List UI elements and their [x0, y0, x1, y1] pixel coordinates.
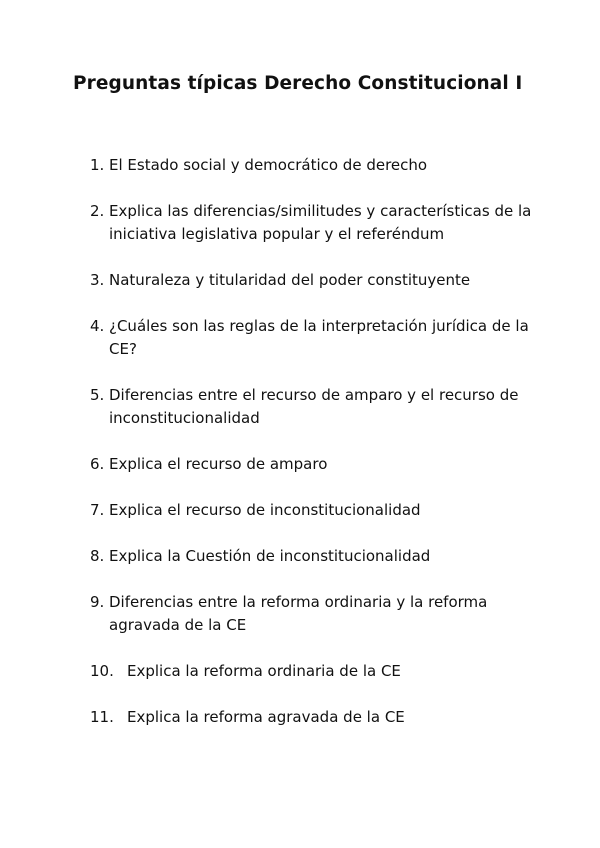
- list-item-text: Explica la Cuestión de inconstitucionalidad: [109, 547, 431, 565]
- list-item-text: El Estado social y democrático de derecho: [109, 156, 428, 174]
- list-item-number: 1.: [90, 156, 105, 174]
- document-title: Preguntas típicas Derecho Constitucional I: [73, 73, 523, 94]
- list-item: [90, 591, 540, 637]
- list-item-text: Explica el recurso de inconstitucionalidad: [109, 501, 421, 519]
- list-item: [90, 269, 540, 292]
- list-item-number: 3.: [90, 271, 105, 289]
- list-item-number: 9.: [90, 593, 105, 611]
- list-item-text: Naturaleza y titularidad del poder constituyente: [109, 271, 471, 289]
- list-item-number: 4.: [90, 317, 105, 335]
- list-item-text: ¿Cuáles son las reglas de la interpretación jurídica de la CE?: [109, 317, 529, 358]
- list-item-number: 5.: [90, 386, 105, 404]
- list-item-number: 10.: [90, 662, 114, 680]
- list-item: [90, 545, 540, 568]
- list-item-text: Diferencias entre la reforma ordinaria y la reforma agravada de la CE: [109, 593, 488, 634]
- list-item-text: Diferencias entre el recurso de amparo y el recurso de inconstitucionalidad: [109, 386, 519, 427]
- list-item-number: 6.: [90, 455, 105, 473]
- list-item: [90, 384, 540, 430]
- list-item: [90, 660, 540, 683]
- list-item-number: 7.: [90, 501, 105, 519]
- list-item: [90, 499, 540, 522]
- questions-list: [90, 154, 540, 752]
- list-item: [90, 154, 540, 177]
- list-item-number: 11.: [90, 708, 114, 726]
- list-item-text: Explica las diferencias/similitudes y características de la iniciativa legislativa popular y el referéndum: [109, 202, 532, 243]
- list-item-text: Explica la reforma agravada de la CE: [127, 708, 405, 726]
- list-item: [90, 315, 540, 361]
- list-item-number: 2.: [90, 202, 105, 220]
- list-item-text: Explica la reforma ordinaria de la CE: [127, 662, 401, 680]
- list-item: [90, 453, 540, 476]
- list-item-text: Explica el recurso de amparo: [109, 455, 328, 473]
- list-item-number: 8.: [90, 547, 105, 565]
- list-item: [90, 200, 540, 246]
- list-item: [90, 706, 540, 729]
